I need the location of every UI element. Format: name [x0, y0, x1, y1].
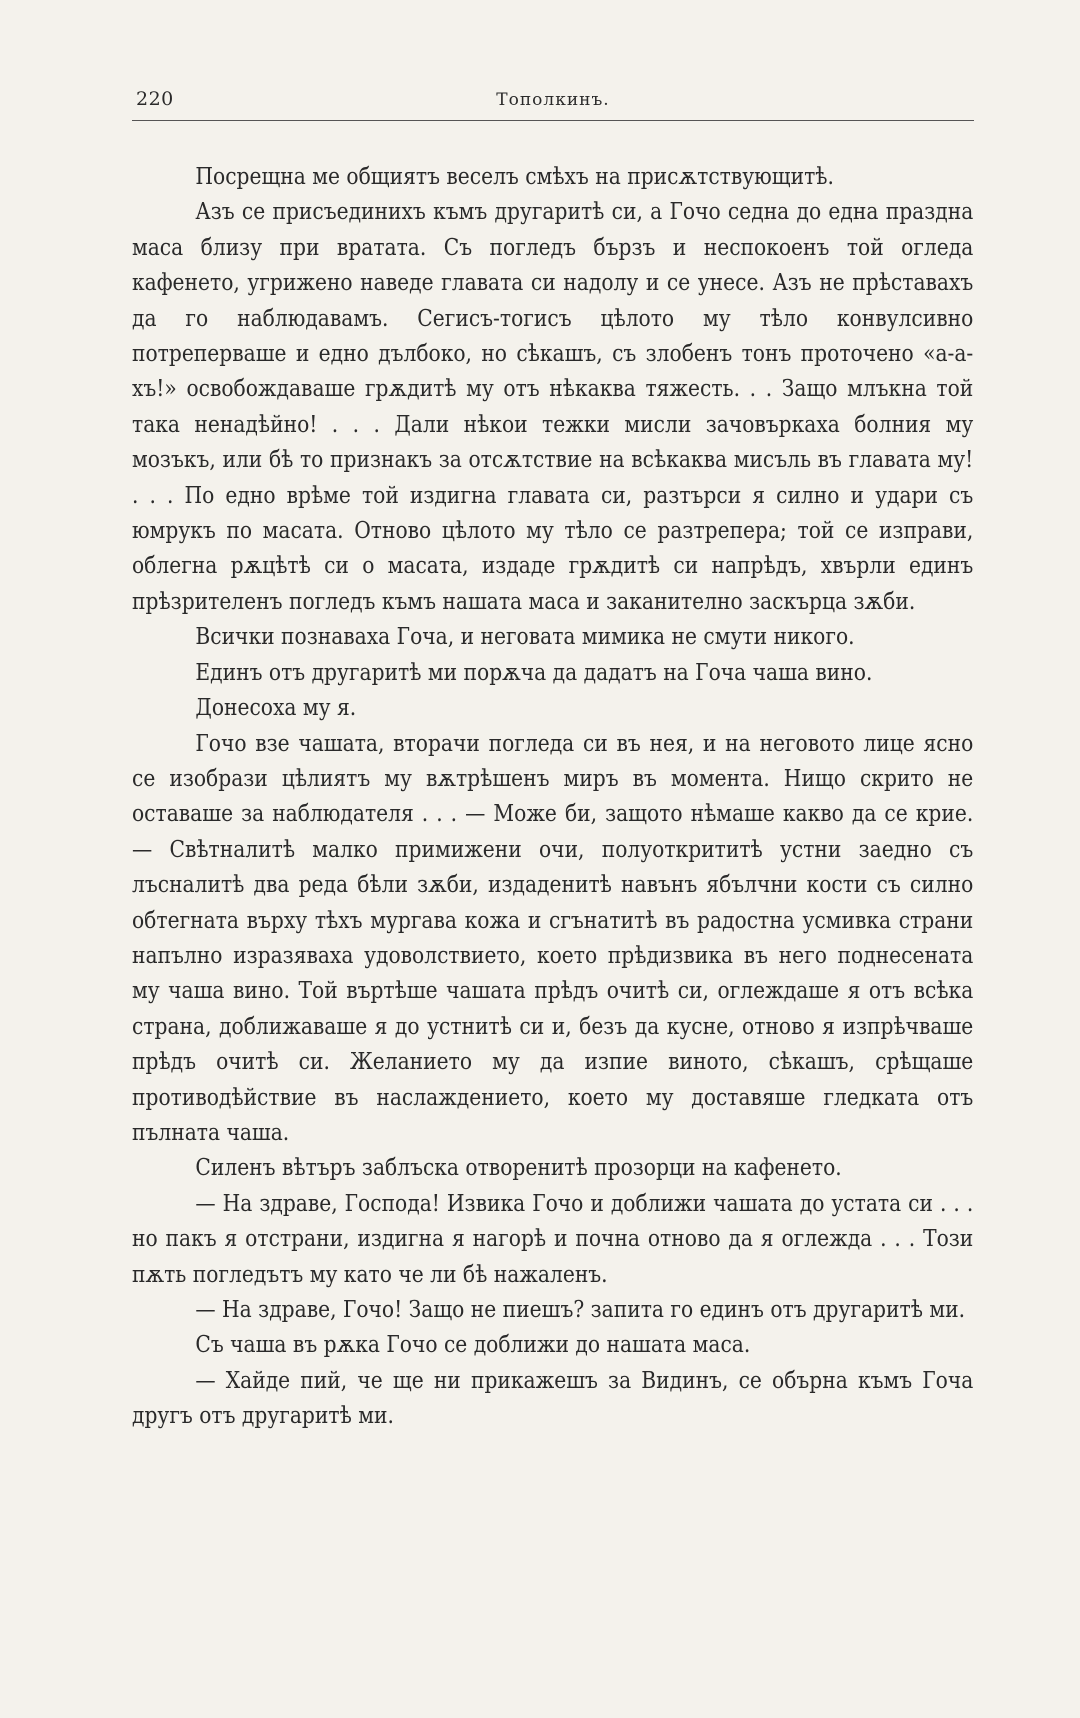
paragraph: Всички познаваха Гоча, и неговата мимика не смути никого. — [195, 624, 855, 651]
running-title: Тополкинъ. — [496, 90, 610, 110]
paragraph: Донесоха му я. — [195, 695, 357, 722]
paragraph: — Хайде пий, че ще ни прикажешъ за Видинъ, се обърна къмъ Гоча другъ отъ другаритѣ ми. — [132, 1367, 974, 1430]
paragraph: Гочо взе чашата, вторачи погледа си въ нея, и на неговото лице ясно се изобрази цѣлиятъ му вѫтрѣшенъ миръ въ момента. Нищо скрито не оставаше за наблюдателя . . . — Може би, защото нѣмаше какво да се крие. — Свѣтналитѣ малко примижени очи, полуоткрититѣ устни заедно съ лъсналитѣ два реда бѣли зѫби, издаденитѣ навънъ ябълчни кости съ силно обтегната върху тѣхъ мургава кожа и сгънатитѣ въ радостна усмивка страни напълно изразяваха удоволствието, което прѣдизвика въ него поднесената му чаша вино. Той въртѣше чашата прѣдъ очитѣ си, оглеждаше я отъ всѣка страна, доближаваше я до устнитѣ си и, безъ да кусне, отново я изпрѣчваше прѣдъ очитѣ си. Желанието му да изпие виното, сѣкашъ, срѣщаше противодѣйствие въ наслаждението, което му доставяше гледката отъ пълната чаша. — [132, 730, 974, 1146]
paragraph: Азъ се присъединихъ къмъ другаритѣ си, а Гочо седна до една праздна маса близу при вратата. Съ погледъ бързъ и неспокоенъ той огледа кафенето, угрижено наведе главата си надолу и се унесе. Азъ не прѣставахъ да го наблюдавамъ. Сегисъ-тогисъ цѣлото му тѣло конвулсивно потреперваше и едно дълбоко, но сѣкашъ, съ злобенъ тонъ проточено «а-а-хъ!» освобождаваше грѫдитѣ му отъ нѣкаква тяжесть. . . Защо млъкна той така ненадѣйно! . . . Дали нѣкои тежки мисли зачовъркаха болния му мозъкъ, или бѣ то признакъ за отсѫтствие на всѣкаква мисъль въ главата му! . . . По едно врѣме той издигна главата си, разтърси я силно и удари съ юмрукъ по масата. Отново цѣлото му тѣло се разтрепера; той се изправи, облегна рѫцѣтѣ си о масата, издаде грѫдитѣ си напрѣдъ, хвърли единъ прѣзрителенъ погледъ къмъ нашата маса и заканително заскърца зѫби. — [132, 199, 974, 615]
paragraph: — На здраве, Господа! Извика Гочо и доближи чашата до устата си . . . но пакъ я отстрани, издигна я нагорѣ и почна отново да я оглежда . . . Този пѫть погледътъ му като че ли бѣ нажаленъ. — [132, 1190, 974, 1288]
page-body — [132, 160, 974, 1435]
paragraph: — На здраве, Гочо! Защо не пиешъ? запита го единъ отъ другаритѣ ми. — [195, 1297, 966, 1323]
paragraph: Силенъ вѣтъръ заблъска отворенитѣ прозорци на кафенето. — [195, 1155, 842, 1182]
page-header — [132, 86, 974, 121]
paragraph: Съ чаша въ рѫка Гочо се доближи до нашата маса. — [195, 1332, 751, 1359]
page-number: 220 — [136, 88, 174, 110]
paragraph: Единъ отъ другаритѣ ми порѫча да дадатъ на Гоча чаша вино. — [195, 659, 873, 686]
paragraph: Посрещна ме общиятъ веселъ смѣхъ на присѫтствующитѣ. — [195, 164, 834, 190]
